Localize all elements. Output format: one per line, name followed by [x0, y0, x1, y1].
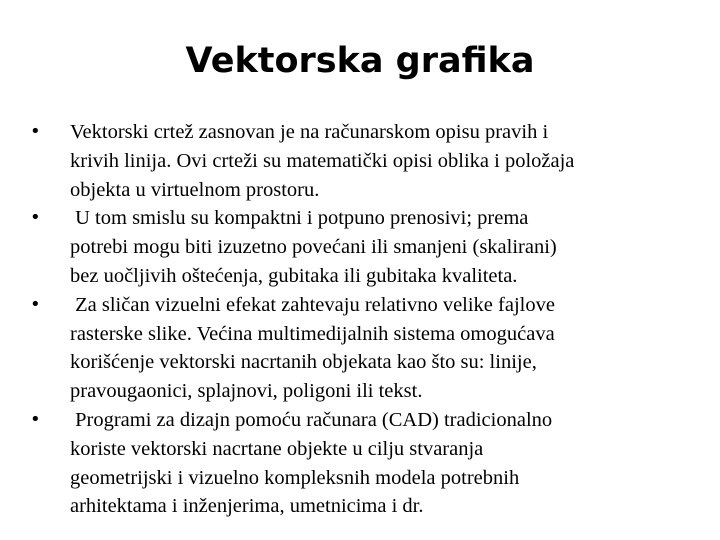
bullet-line: objekta u virtuelnom prostoru. — [70, 178, 320, 201]
bullet-line: geometrijski i vizuelno kompleksnih modela potrebnih — [70, 466, 520, 489]
bullet-dot-icon: • — [30, 121, 41, 142]
bullet-line: U tom smislu su kompaktni i potpuno prenosivi; prema — [70, 207, 529, 230]
bullet-text — [70, 118, 680, 204]
bullet-line: korišćenje vektorski nacrtanih objekata kao što su: linije, — [70, 351, 537, 374]
slide-title: Vektorska grafika — [185, 41, 535, 81]
bullet-dot-icon: • — [30, 408, 41, 430]
bullet-text — [70, 406, 680, 521]
bullet-line: pravougaonici, splajnovi, poligoni ili tekst. — [70, 380, 423, 403]
bullet-item — [0, 406, 720, 521]
bullet-item — [0, 291, 720, 406]
bullet-line: Vektorski crtež zasnovan je na računarskom opisu pravih i — [70, 121, 549, 143]
bullet-line: krivih linija. Ovi crteži su matematički opisi oblika i položaja — [70, 149, 575, 172]
bullet-line: arhitektama i inženjerima, umetnicima i dr. — [70, 495, 424, 518]
bullet-item — [0, 204, 720, 290]
bullet-dot-icon: • — [30, 207, 41, 229]
bullet-list — [0, 118, 720, 521]
bullet-text — [70, 291, 680, 406]
bullet-line: potrebi mogu biti izuzetno povećani ili smanjeni (skalirani) — [70, 236, 557, 259]
bullet-dot-icon: • — [30, 293, 41, 315]
bullet-line: bez uočljivih oštećenja, gubitaka ili gubitaka kvaliteta. — [70, 264, 518, 287]
bullet-item — [0, 118, 720, 204]
bullet-text — [70, 204, 680, 290]
bullet-line: rasterske slike. Većina multimedijalnih sistema omogućava — [70, 322, 555, 345]
bullet-line: Za sličan vizuelni efekat zahtevaju relativno velike fajlove — [70, 293, 555, 316]
bullet-line: koriste vektorski nacrtane objekte u cilju stvaranja — [70, 437, 484, 460]
bullet-line: Programi za dizajn pomoću računara (CAD) tradicionalno — [70, 408, 553, 431]
